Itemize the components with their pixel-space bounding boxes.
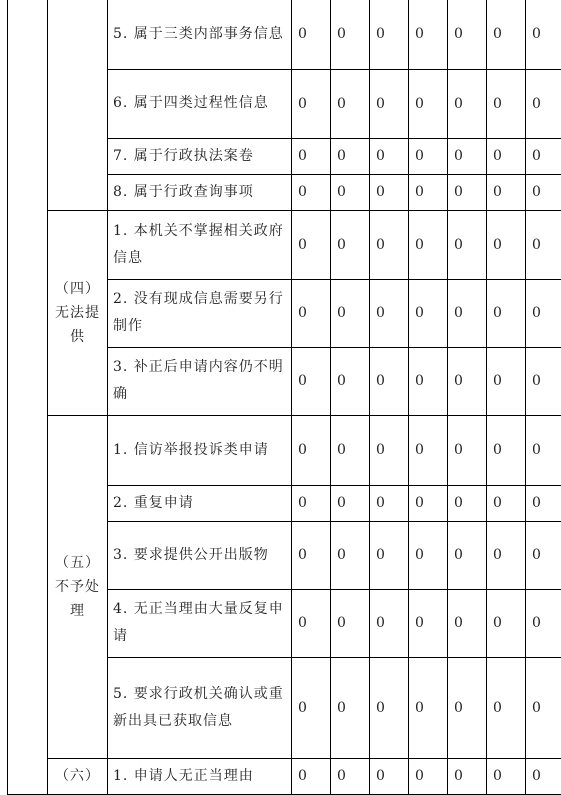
count-cell: 0 — [370, 138, 409, 174]
table-row — [8, 0, 561, 69]
count-cell: 0 — [370, 758, 409, 794]
count-cell: 0 — [487, 657, 526, 758]
count-cell: 0 — [292, 758, 331, 794]
count-cell: 0 — [487, 415, 526, 485]
count-cell: 0 — [487, 138, 526, 174]
count-cell: 0 — [331, 415, 370, 485]
count-cell: 0 — [292, 485, 331, 521]
item-label: 2. 重复申请 — [108, 485, 292, 521]
item-label: 1. 申请人无正当理由 — [108, 758, 292, 794]
count-cell: 0 — [292, 69, 331, 138]
count-cell: 0 — [370, 69, 409, 138]
count-cell: 0 — [487, 347, 526, 415]
item-label: 2. 没有现成信息需要另行制作 — [108, 279, 292, 347]
count-cell: 0 — [448, 138, 487, 174]
count-cell: 0 — [487, 589, 526, 657]
item-label: 5. 要求行政机关确认或重新出具已获取信息 — [108, 657, 292, 758]
count-cell: 0 — [331, 589, 370, 657]
count-cell: 0 — [526, 138, 561, 174]
count-cell: 0 — [409, 210, 448, 279]
count-cell: 0 — [370, 657, 409, 758]
count-cell: 0 — [487, 521, 526, 589]
count-cell: 0 — [409, 69, 448, 138]
count-cell: 0 — [409, 138, 448, 174]
count-cell: 0 — [370, 0, 409, 69]
count-cell: 0 — [409, 758, 448, 794]
count-cell: 0 — [292, 174, 331, 210]
count-cell: 0 — [487, 210, 526, 279]
item-label: 3. 要求提供公开出版物 — [108, 521, 292, 589]
count-cell: 0 — [409, 415, 448, 485]
item-label: 1. 信访举报投诉类申请 — [108, 415, 292, 485]
count-cell: 0 — [370, 210, 409, 279]
count-cell: 0 — [292, 657, 331, 758]
count-cell: 0 — [448, 69, 487, 138]
table-row — [8, 415, 561, 485]
count-cell: 0 — [526, 174, 561, 210]
group-label: （五）不予处理 — [48, 415, 108, 758]
count-cell: 0 — [526, 415, 561, 485]
count-cell: 0 — [526, 485, 561, 521]
count-cell: 0 — [331, 279, 370, 347]
count-cell: 0 — [292, 589, 331, 657]
count-cell: 0 — [331, 174, 370, 210]
count-cell: 0 — [370, 174, 409, 210]
count-cell: 0 — [292, 0, 331, 69]
count-cell: 0 — [409, 174, 448, 210]
count-cell: 0 — [448, 589, 487, 657]
group-label: （六） — [48, 758, 108, 794]
item-label: 8. 属于行政查询事项 — [108, 174, 292, 210]
group-label: （四）无法提供 — [48, 210, 108, 415]
count-cell: 0 — [292, 521, 331, 589]
count-cell: 0 — [331, 485, 370, 521]
count-cell: 0 — [448, 279, 487, 347]
item-label: 3. 补正后申请内容仍不明确 — [108, 347, 292, 415]
count-cell: 0 — [370, 589, 409, 657]
table-row — [8, 210, 561, 279]
item-label: 7. 属于行政执法案卷 — [108, 138, 292, 174]
item-label: 4. 无正当理由大量反复申请 — [108, 589, 292, 657]
count-cell: 0 — [526, 589, 561, 657]
count-cell: 0 — [448, 657, 487, 758]
count-cell: 0 — [526, 758, 561, 794]
disclosure-table — [7, 0, 561, 795]
count-cell: 0 — [409, 0, 448, 69]
count-cell: 0 — [487, 758, 526, 794]
count-cell: 0 — [370, 521, 409, 589]
count-cell: 0 — [292, 415, 331, 485]
group-label — [48, 0, 108, 210]
count-cell: 0 — [331, 347, 370, 415]
count-cell: 0 — [448, 485, 487, 521]
count-cell: 0 — [487, 69, 526, 138]
count-cell: 0 — [370, 415, 409, 485]
count-cell: 0 — [448, 415, 487, 485]
count-cell: 0 — [526, 521, 561, 589]
item-label: 5. 属于三类内部事务信息 — [108, 0, 292, 69]
count-cell: 0 — [526, 69, 561, 138]
count-cell: 0 — [331, 521, 370, 589]
count-cell: 0 — [487, 0, 526, 69]
count-cell: 0 — [331, 138, 370, 174]
count-cell: 0 — [331, 0, 370, 69]
count-cell: 0 — [526, 657, 561, 758]
count-cell: 0 — [409, 521, 448, 589]
count-cell: 0 — [448, 521, 487, 589]
count-cell: 0 — [331, 210, 370, 279]
count-cell: 0 — [292, 210, 331, 279]
count-cell: 0 — [409, 347, 448, 415]
count-cell: 0 — [487, 174, 526, 210]
count-cell: 0 — [448, 758, 487, 794]
count-cell: 0 — [409, 657, 448, 758]
count-cell: 0 — [448, 0, 487, 69]
count-cell: 0 — [448, 347, 487, 415]
count-cell: 0 — [409, 485, 448, 521]
item-label: 1. 本机关不掌握相关政府信息 — [108, 210, 292, 279]
count-cell: 0 — [370, 347, 409, 415]
count-cell: 0 — [292, 138, 331, 174]
count-cell: 0 — [526, 279, 561, 347]
count-cell: 0 — [409, 279, 448, 347]
count-cell: 0 — [331, 758, 370, 794]
table-row — [8, 758, 561, 794]
count-cell: 0 — [448, 210, 487, 279]
count-cell: 0 — [526, 210, 561, 279]
count-cell: 0 — [292, 347, 331, 415]
count-cell: 0 — [331, 657, 370, 758]
count-cell: 0 — [409, 589, 448, 657]
category-column — [8, 0, 48, 794]
count-cell: 0 — [526, 0, 561, 69]
count-cell: 0 — [487, 279, 526, 347]
count-cell: 0 — [331, 69, 370, 138]
count-cell: 0 — [526, 347, 561, 415]
count-cell: 0 — [487, 485, 526, 521]
count-cell: 0 — [292, 279, 331, 347]
count-cell: 0 — [370, 485, 409, 521]
count-cell: 0 — [370, 279, 409, 347]
item-label: 6. 属于四类过程性信息 — [108, 69, 292, 138]
count-cell: 0 — [448, 174, 487, 210]
